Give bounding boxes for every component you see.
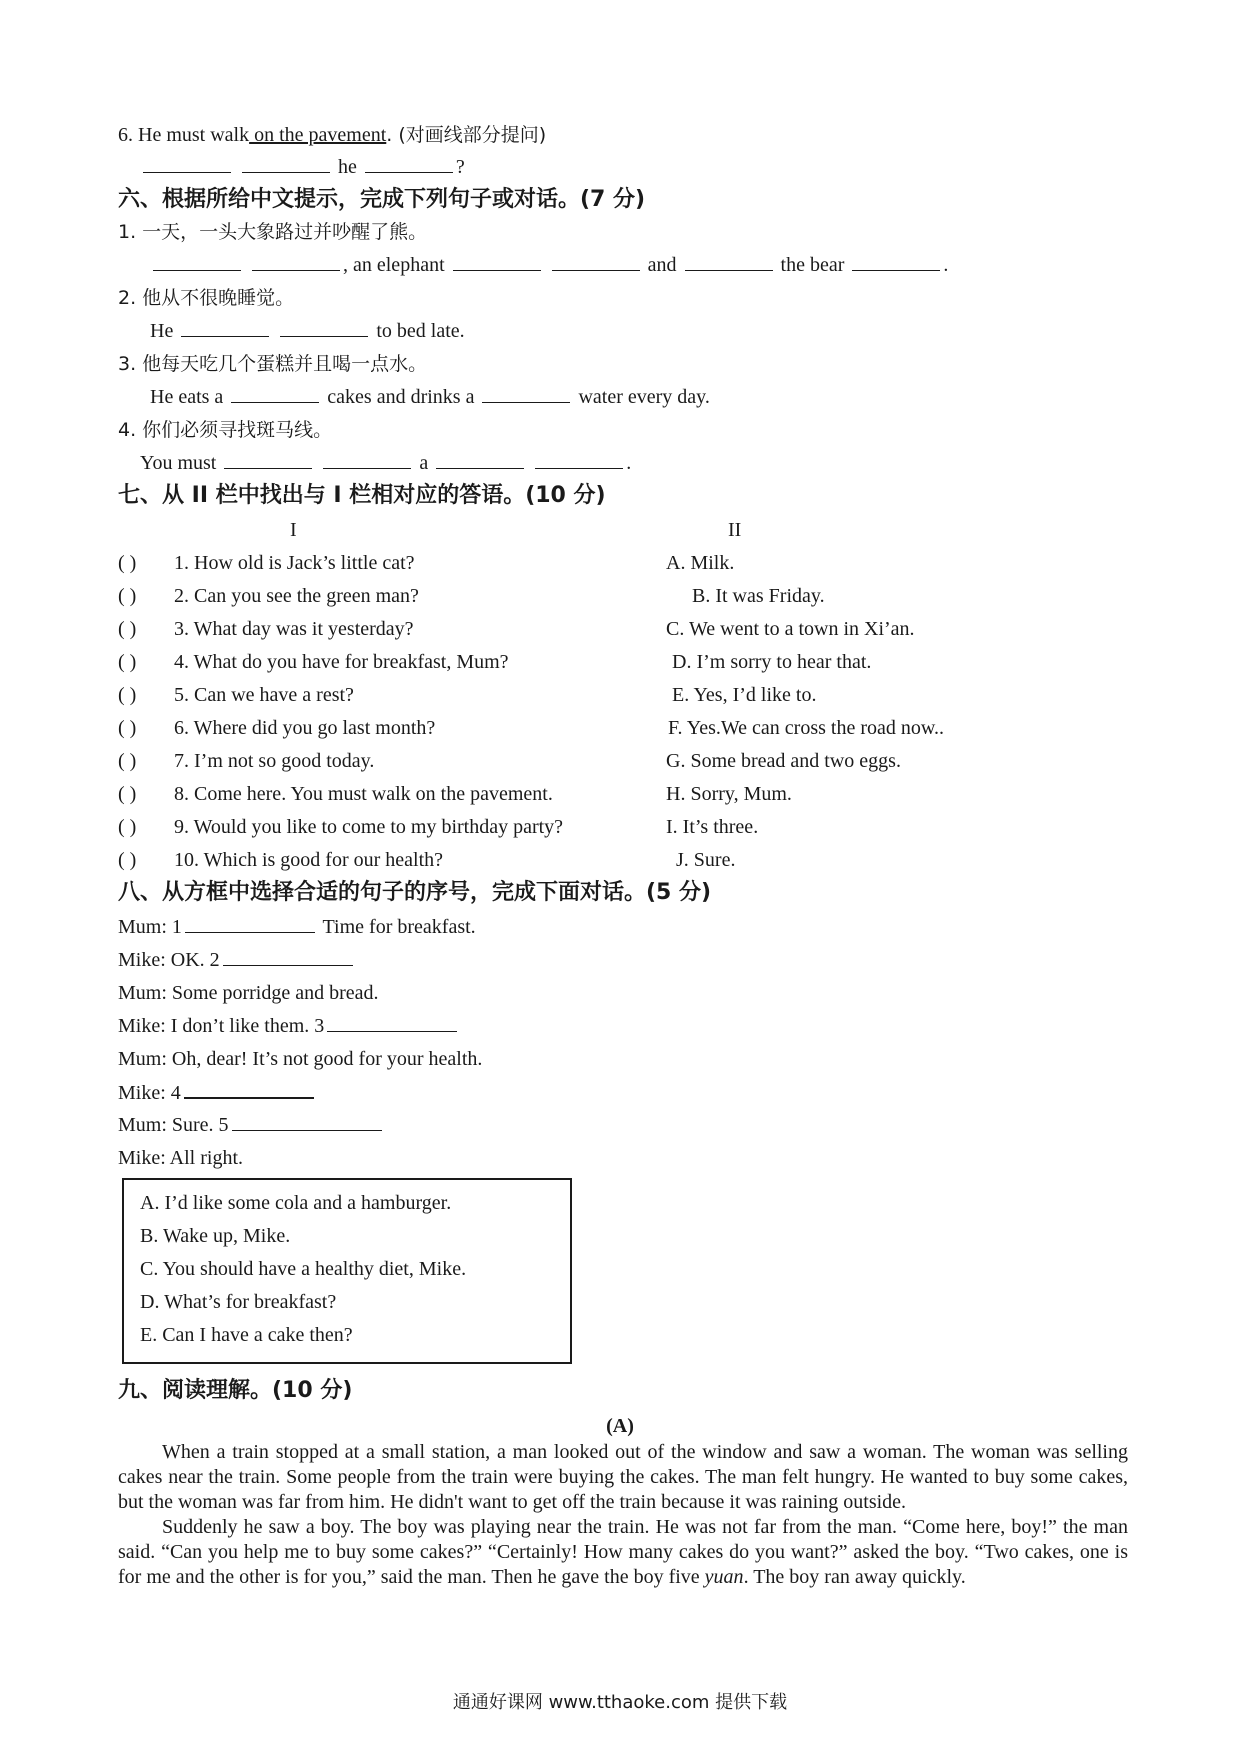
match-question: 3. What day was it yesterday? bbox=[174, 618, 414, 640]
option-item: A. I’d like some cola and a hamburger. bbox=[140, 1192, 452, 1214]
answer-blank[interactable] bbox=[252, 252, 340, 271]
dialog-line bbox=[118, 914, 476, 940]
match-question-row bbox=[118, 682, 354, 708]
match-question: 8. Come here. You must walk on the pavement. bbox=[174, 783, 553, 805]
s6-item4-cn: 4. 你们必须寻找斑马线。 bbox=[118, 419, 333, 441]
answer-blank[interactable] bbox=[552, 252, 640, 271]
s6-text: He bbox=[150, 320, 174, 342]
dialog-text: Mike: OK. 2 bbox=[118, 949, 220, 971]
answer-blank[interactable] bbox=[184, 1079, 314, 1099]
passage-italic: yuan bbox=[704, 1566, 744, 1588]
answer-blank[interactable] bbox=[535, 450, 623, 469]
page-footer: 通通好课网 www.tthaoke.com 提供下载 bbox=[452, 1692, 788, 1713]
answer-blank[interactable] bbox=[685, 252, 773, 271]
dialog-text: Mum: 1 bbox=[118, 916, 182, 938]
match-question-row bbox=[118, 583, 419, 609]
answer-blank[interactable] bbox=[223, 947, 353, 966]
dialog-text: Mike: 4 bbox=[118, 1082, 181, 1104]
reading-passage bbox=[118, 1440, 1128, 1590]
answer-paren[interactable]: ( ) bbox=[118, 618, 137, 640]
option-item: B. Wake up, Mike. bbox=[140, 1225, 291, 1247]
s6-item4-en bbox=[140, 450, 631, 476]
section9-title: 九、阅读理解。(10 分) bbox=[118, 1378, 353, 1403]
s6-item3-cn: 3. 他每天吃几个蛋糕并且喝一点水。 bbox=[118, 353, 428, 375]
answer-blank[interactable] bbox=[436, 450, 524, 469]
s6-text: . bbox=[626, 452, 632, 474]
section7-title: 七、从 II 栏中找出与 I 栏相对应的答语。(10 分) bbox=[118, 483, 606, 508]
dialog-line bbox=[118, 1013, 460, 1039]
s6-item1-en bbox=[150, 252, 948, 278]
answer-paren[interactable]: ( ) bbox=[118, 849, 137, 871]
s6-item3-en bbox=[150, 384, 710, 410]
match-answer: E. Yes, I’d like to. bbox=[672, 684, 817, 706]
answer-blank[interactable] bbox=[365, 154, 453, 173]
dialog-text: Mum: Some porridge and bread. bbox=[118, 982, 379, 1004]
answer-blank[interactable] bbox=[242, 154, 330, 173]
s6-text: water every day. bbox=[578, 386, 710, 408]
match-question-row bbox=[118, 847, 443, 873]
option-item: D. What’s for breakfast? bbox=[140, 1291, 337, 1313]
answer-blank[interactable] bbox=[231, 384, 319, 403]
q6-answer-line bbox=[140, 154, 465, 180]
dialog-line bbox=[118, 1079, 317, 1106]
dialog-text: Time for breakfast. bbox=[317, 916, 476, 938]
match-answer: C. We went to a town in Xi’an. bbox=[666, 618, 915, 640]
match-question: 4. What do you have for breakfast, Mum? bbox=[174, 651, 509, 673]
section6-title: 六、根据所给中文提示，完成下列句子或对话。(7 分) bbox=[118, 187, 646, 212]
match-question-row bbox=[118, 814, 563, 840]
dialog-text: Mike: I don’t like them. 3 bbox=[118, 1015, 325, 1037]
match-answer: F. Yes.We can cross the road now.. bbox=[668, 717, 945, 739]
s6-text: . bbox=[943, 254, 949, 276]
dialog-line bbox=[118, 1112, 385, 1138]
match-question-row bbox=[118, 649, 509, 675]
match-question-row bbox=[118, 616, 414, 642]
passage-text: . The boy ran away quickly. bbox=[743, 1566, 966, 1588]
s6-text: to bed late. bbox=[376, 320, 465, 342]
passage-text: Suddenly he saw a boy. The boy was playing near the train. He was not far from the man. “Come here, boy!” the man said. “Can you help me to buy some cakes?” “Certainly! How many cakes do you want?” asked the boy. “Two cakes, one is for me and the other is for you,” said the man. Then he gave the boy five bbox=[118, 1516, 1128, 1588]
answer-blank[interactable] bbox=[453, 252, 541, 271]
match-question-row bbox=[118, 781, 553, 807]
answer-paren[interactable]: ( ) bbox=[118, 684, 137, 706]
options-box bbox=[122, 1178, 572, 1364]
s6-text: the bear bbox=[780, 254, 845, 276]
answer-blank[interactable] bbox=[143, 154, 231, 173]
answer-blank[interactable] bbox=[153, 252, 241, 271]
match-question: 9. Would you like to come to my birthday party? bbox=[174, 816, 564, 838]
q6-text: 6. He must walk bbox=[118, 124, 250, 146]
passage-paragraph bbox=[118, 1515, 1128, 1590]
q6-word: he bbox=[338, 156, 357, 178]
answer-blank[interactable] bbox=[323, 450, 411, 469]
match-question: 6. Where did you go last month? bbox=[174, 717, 436, 739]
s6-text: cakes and drinks a bbox=[327, 386, 475, 408]
match-question: 1. How old is Jack’s little cat? bbox=[174, 552, 415, 574]
answer-blank[interactable] bbox=[232, 1112, 382, 1131]
dialog-text: Mum: Oh, dear! It’s not good for your health. bbox=[118, 1048, 483, 1070]
s6-text: He eats a bbox=[150, 386, 224, 408]
match-question: 5. Can we have a rest? bbox=[174, 684, 354, 706]
dialog-line bbox=[118, 1145, 243, 1171]
s6-item1-cn: 1. 一天，一头大象路过并吵醒了熊。 bbox=[118, 221, 428, 243]
answer-paren[interactable]: ( ) bbox=[118, 783, 137, 805]
s6-text: You must bbox=[140, 452, 217, 474]
match-answer: H. Sorry, Mum. bbox=[666, 783, 792, 805]
match-question-row bbox=[118, 715, 435, 741]
answer-paren[interactable]: ( ) bbox=[118, 585, 137, 607]
column-i-header: I bbox=[290, 519, 297, 541]
q6-mark: ? bbox=[455, 156, 465, 178]
q6-prompt bbox=[118, 122, 546, 148]
match-answer: D. I’m sorry to hear that. bbox=[672, 651, 872, 673]
match-answer: I. It’s three. bbox=[666, 816, 759, 838]
s6-text: a bbox=[419, 452, 429, 474]
answer-paren[interactable]: ( ) bbox=[118, 717, 137, 739]
passage-label: (A) bbox=[606, 1415, 634, 1437]
match-answer: G. Some bread and two eggs. bbox=[666, 750, 901, 772]
option-item: E. Can I have a cake then? bbox=[140, 1324, 353, 1346]
match-question: 10. Which is good for our health? bbox=[174, 849, 444, 871]
match-question: 7. I’m not so good today. bbox=[174, 750, 375, 772]
answer-paren[interactable]: ( ) bbox=[118, 816, 137, 838]
s6-text: and bbox=[647, 254, 677, 276]
dialog-text: Mike: All right. bbox=[118, 1147, 243, 1169]
answer-blank[interactable] bbox=[280, 318, 368, 337]
answer-blank[interactable] bbox=[185, 914, 315, 933]
match-answer: B. It was Friday. bbox=[692, 585, 825, 607]
dialog-line bbox=[118, 1046, 482, 1072]
match-question-row bbox=[118, 550, 415, 576]
s6-text: , an elephant bbox=[343, 254, 445, 276]
answer-paren[interactable]: ( ) bbox=[118, 651, 137, 673]
section8-title: 八、从方框中选择合适的句子的序号，完成下面对话。(5 分) bbox=[118, 880, 712, 905]
answer-blank[interactable] bbox=[482, 384, 570, 403]
answer-paren[interactable]: ( ) bbox=[118, 552, 137, 574]
match-answer: J. Sure. bbox=[676, 849, 736, 871]
s6-item2-cn: 2. 他从不很晚睡觉。 bbox=[118, 287, 295, 309]
column-ii-header: II bbox=[728, 519, 742, 541]
match-question: 2. Can you see the green man? bbox=[174, 585, 419, 607]
dialog-line bbox=[118, 947, 356, 973]
dialog-text: Mum: Sure. 5 bbox=[118, 1114, 229, 1136]
answer-blank[interactable] bbox=[181, 318, 269, 337]
q6-underlined: on the pavement bbox=[249, 124, 387, 146]
answer-blank[interactable] bbox=[327, 1013, 457, 1032]
q6-instruction: . (对画线部分提问) bbox=[386, 124, 547, 146]
answer-blank[interactable] bbox=[852, 252, 940, 271]
passage-paragraph: When a train stopped at a small station, a man looked out of the window and saw a woman. The woman was selling cakes near the train. Some people from the train were buying the cakes. The man felt hungry. He wanted to buy some cakes, but the woman was far from him. He didn't want to get off the train because it was raining outside. bbox=[118, 1441, 1128, 1513]
option-item: C. You should have a healthy diet, Mike. bbox=[140, 1258, 467, 1280]
dialog-line bbox=[118, 980, 379, 1006]
s6-item2-en bbox=[150, 318, 465, 344]
answer-paren[interactable]: ( ) bbox=[118, 750, 137, 772]
answer-blank[interactable] bbox=[224, 450, 312, 469]
match-answer: A. Milk. bbox=[666, 552, 735, 574]
match-question-row bbox=[118, 748, 374, 774]
